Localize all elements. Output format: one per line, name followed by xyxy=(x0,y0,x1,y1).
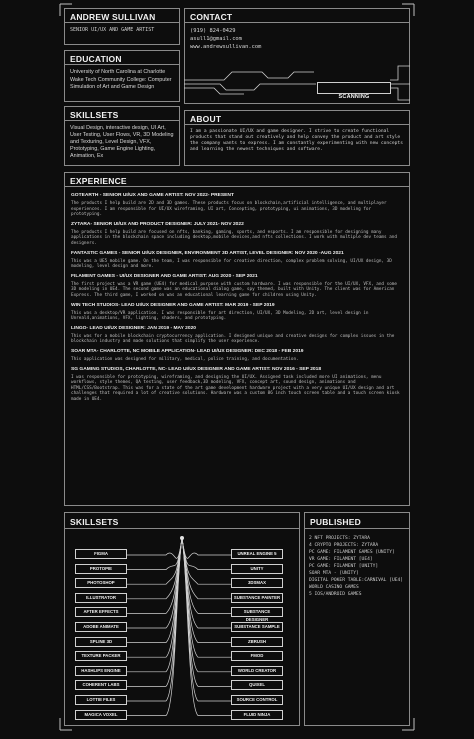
job-title: ZYTARA- SENIOR UI/UX AND PRODUCT DESIGNER: JULY 2021- NOV 2022 xyxy=(71,221,244,227)
name-box xyxy=(64,8,180,45)
published-item: PC GAME: FILAMENT GAMES [UNITY] xyxy=(309,550,395,555)
job-description: I was responsible for prototyping, wireframing, and designing the UI/UX. Assigned task included more UI animations, menu workflows, style themes, QA testing, user feedback,3D modeling, VFX, concept art, sound design, animations and HTML/CSS/Bootstrap. This was for a state of the art game development hardware project with a very unique UI/UX design and art challenges that required a lot of creative solutions. Hardware was a custom 86 inch touch screen table and a touch screen kiosk made in UE4. xyxy=(71,374,400,402)
scanning-label: SCANNING xyxy=(317,82,391,94)
name-heading: ANDREW SULLIVAN xyxy=(65,9,179,23)
skill-connector xyxy=(182,538,231,558)
about-box xyxy=(184,110,410,166)
published-item: DIGITAL POKER TABLE:CARNIVAL [UE4] xyxy=(309,578,404,583)
published-item: WORLD CASINO GAMES xyxy=(309,585,359,590)
about-text: I am a passionate UI/UX and game designer. I strive to create functional products that stand out creatively and help convey the product and art style the company wants to express. I am constantly experimenting with new concepts and learning the newest techniques and software. xyxy=(190,129,403,152)
skill-pill-left: ADOBE ANIMATE xyxy=(75,622,127,632)
job-title: LINGO- LEAD UI/UX DESIGNER: JAN 2019 - MAY 2020 xyxy=(71,325,197,331)
job-description: This was for a mobile blockchain cryptocurrency application. I designed unique and creative designs for complex issues in the blockchain industry and made solutions that simplify the user experience. xyxy=(71,333,395,345)
phone-text[interactable]: (919) 824-0429 xyxy=(190,28,236,34)
skill-pill-left: MAGICA VOXEL xyxy=(75,710,127,720)
job-title: WIN TECH STUDIOS- LEAD UI/UX DESIGNER AND GAME ARTIST: MAR 2019 - SEP 2019 xyxy=(71,302,275,308)
skill-connector xyxy=(182,538,231,570)
published-item: VR GAME: FILAMENT [UE4] xyxy=(309,557,373,562)
email-text[interactable]: asull1@gmail.com xyxy=(190,36,242,42)
skill-pill-right: UNREAL ENGINE 5 xyxy=(231,549,283,559)
skillsets-summary-box xyxy=(64,106,180,166)
job-description: The products I help build are focused on nfts, banking, gaming, sports, and esports. I am responsible for designing many applications in the blockchain space including desktop,mobile devices,and nfts collections. I work with multiple dev teams and designers. xyxy=(71,229,397,246)
skillsets-tree-heading: SKILLSETS xyxy=(65,513,299,529)
experience-heading: EXPERIENCE xyxy=(65,173,409,187)
published-item: PC GAME: FILAMENT [UNITY] xyxy=(309,564,379,569)
job-entry xyxy=(71,367,403,403)
job-entry xyxy=(71,349,403,363)
education-box xyxy=(64,50,180,102)
experience-list xyxy=(65,187,409,412)
skill-pill-right: SUBSTANCE SAMPLE xyxy=(231,622,283,632)
skill-connector xyxy=(127,538,182,584)
skill-pill-left: COHERENT LABS xyxy=(75,680,127,690)
job-title: FILAMENT GAMES - UI/UX DESIGNER AND GAME ARTIST: AUG 2020 - SEP 2021 xyxy=(71,273,258,279)
published-list xyxy=(305,529,409,604)
skill-connector xyxy=(127,538,182,599)
skill-pill-right: SUBSTANCE PAINTER xyxy=(231,593,283,603)
role-text: SENIOR UI/UX AND GAME ARTIST xyxy=(70,27,155,33)
job-description: The first project was a VR game (UE4) for medical purpose with custom hardware. I was responsible for the UI/UX, VFX, and some 3D modeling in UE4. The second game was an educational dialog game, spy themed, built with Unity. The client was for American Express. The third game, I worked on was an educational learning game for children using Unity. xyxy=(71,281,397,298)
skill-pill-right: 3DSMAX xyxy=(231,578,283,588)
skill-connector xyxy=(127,538,182,558)
skill-pill-right: FLUID NINJA xyxy=(231,710,283,720)
job-description: This application was designed for military, medical, police training, and documentation. xyxy=(71,356,299,362)
skill-pill-left: PHOTOSHOP xyxy=(75,578,127,588)
contact-heading: CONTACT xyxy=(185,9,409,23)
published-item: 5 IOS/ANDROID GAMES xyxy=(309,592,362,597)
published-heading: PUBLISHED xyxy=(305,513,409,529)
skill-pill-left: AFTER EFFECTS xyxy=(75,607,127,617)
education-heading: EDUCATION xyxy=(65,51,179,65)
skillsets-summary-heading: SKILLSETS xyxy=(65,107,179,121)
education-line: Wake Tech Community College: Computer Simulation of Art and Game Design xyxy=(70,77,172,90)
skill-hub-dot xyxy=(180,536,184,540)
skill-connector xyxy=(182,538,231,599)
skillsets-summary-text: Visual Design, interactive design, UI Art, User Testing, User Flows, VR, 3D Modeling and Texturing, Level Design, VFX, Prototyping, Game Engine Lighting, Animation, Ex xyxy=(70,125,174,159)
experience-box xyxy=(64,172,410,506)
skill-pill-right: UNITY xyxy=(231,564,283,574)
skill-connector xyxy=(182,538,231,686)
skill-connector xyxy=(127,538,182,570)
job-entry xyxy=(71,326,403,345)
job-description: This was a desktop/VR application. I was responsible for art direction, UI/UX, 3D Modeling, 2D art, level design in Unreal4,animations, VFX, lighting, shaders, and prototyping. xyxy=(71,310,369,322)
skillsets-tree-box xyxy=(64,512,300,726)
skill-pill-right: ZBRUSH xyxy=(231,637,283,647)
job-entry xyxy=(71,303,403,322)
skill-pill-left: SPLINE 3D xyxy=(75,637,127,647)
website-link[interactable]: www.andrewsullivan.com xyxy=(190,44,262,50)
job-entry xyxy=(71,251,403,270)
education-line: University of North Carolina at Charlotte xyxy=(70,69,166,75)
published-item: SOAR MTA - [UNITY] xyxy=(309,571,359,576)
skill-pill-right: FMOD xyxy=(231,651,283,661)
skill-pill-right: QUIXEL xyxy=(231,680,283,690)
job-title: FANTASTIC GAMES - SENIOR UI/UX DESIGNER, ENVIRONMENT 3D ARTIST, LEVEL DESIGNER: NOV 2020 -AUG 2021 xyxy=(71,250,344,256)
job-title: SOAR MTA- CHARLOTTE, NC MOBILE APPLICATION- LEAD UI/UX DESIGNER: DEC 2018 - FEB 2019 xyxy=(71,348,304,354)
skill-connector xyxy=(182,538,231,584)
skill-pill-right: SOURCE CONTROL xyxy=(231,695,283,705)
skill-pill-right: WORLD CREATOR xyxy=(231,666,283,676)
job-title: SG GAMING STUDIOS, CHARLOTTE, NC- LEAD UI/UX DESIGNER AND GAME ARTIST: NOV 2016 - SEP 2018 xyxy=(71,366,322,372)
skill-pill-left: TEXTURE PACKER xyxy=(75,651,127,661)
published-box xyxy=(304,512,410,726)
about-heading: ABOUT xyxy=(185,111,409,125)
skill-connector xyxy=(127,538,182,701)
job-description: This was a UE5 mobile game. On the team, I was responsible for creative direction, complex problem solving, UI/UX design, 3D modeling, level design and more. xyxy=(71,258,392,270)
skill-pill-left: ILLUSTRATOR xyxy=(75,593,127,603)
job-entry xyxy=(71,193,403,218)
published-item: 4 CRYPTO PROJECTS: ZYTARA xyxy=(309,543,379,548)
published-item: 2 NFT PROJECTS: ZYTARA xyxy=(309,536,370,541)
job-description: The products I help build are 2D and 3D games. These products focus on blockchain,artificial intelligence, and multiplayer experiences. I am responsible for UI/UX wireframing, UI art, Concepting, prototyping, ui animations, 3D modeling for prototyping. xyxy=(71,201,387,218)
job-entry xyxy=(71,222,403,247)
job-entry xyxy=(71,274,403,299)
skill-pill-left: LOTTIE FILES xyxy=(75,695,127,705)
skill-pill-left: PROTOPIE xyxy=(75,564,127,574)
skill-pill-left: FIGMA xyxy=(75,549,127,559)
skill-pill-left: HASHLIPS ENGINE xyxy=(75,666,127,676)
job-title: GOTEARTH - SENIOR UI/UX AND GAME ARTIST: NOV 2022- PRESENT xyxy=(71,193,234,198)
contact-box xyxy=(184,8,410,104)
skill-pill-right: SUBSTANCE DESIGNER xyxy=(231,607,283,617)
